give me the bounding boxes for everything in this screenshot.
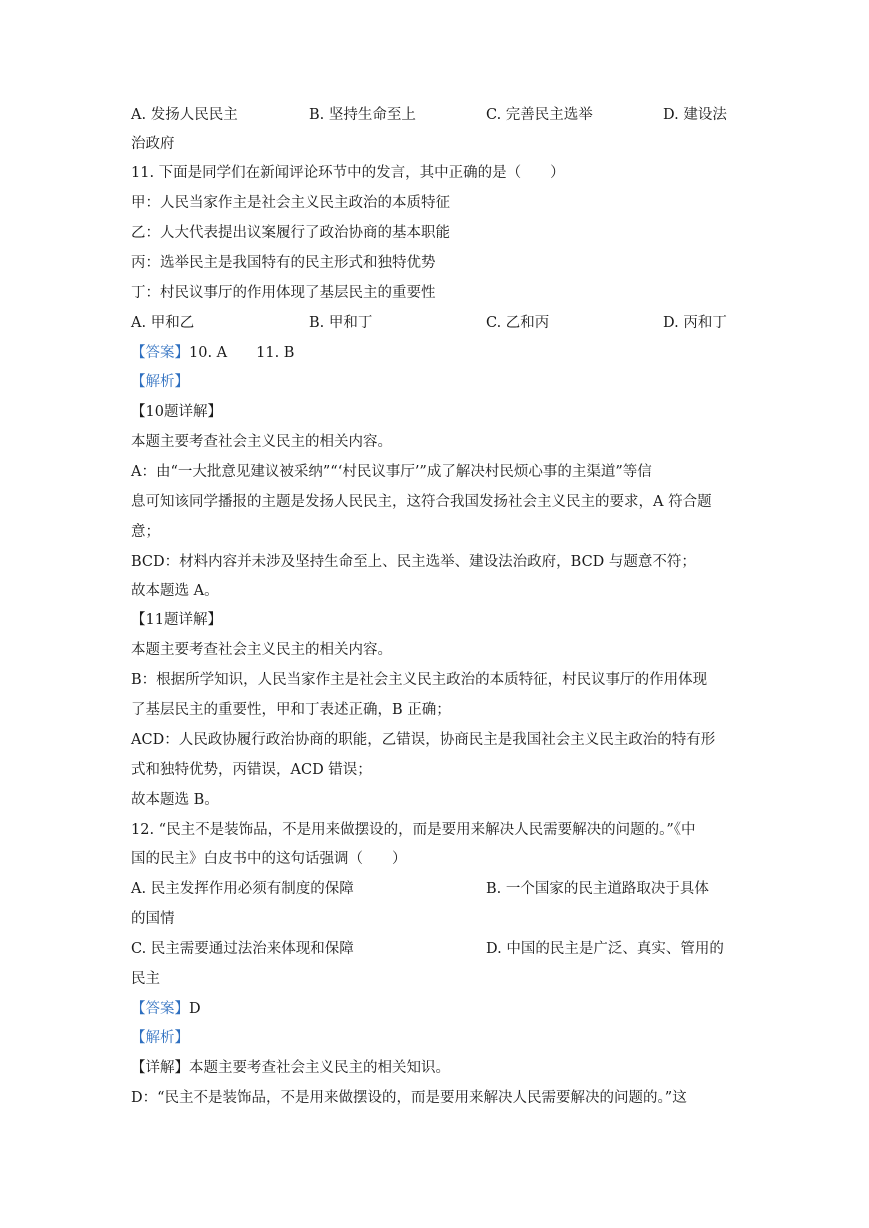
detail-11-heading: 【11题详解】 [131,612,222,628]
answer-line-2 [131,997,741,1021]
q11-statement-bing: 丙：选举民主是我国特有的民主形式和独特优势 [131,255,436,271]
analysis-tag: 【解析】 [131,1030,189,1046]
q12-options-row-2 [131,937,741,961]
q11-stem: 11. 下面是同学们在新闻评论环节中的发言，其中正确的是（ ） [131,165,565,181]
detail-10-line: 故本题选 A。 [131,583,219,599]
detail-11-line: 故本题选 B。 [131,792,219,808]
analysis-tag: 【解析】 [131,374,189,390]
detail-11-line: ACD：人民政协履行政治协商的职能，乙错误，协商民主是我国社会主义民主政治的特有形 [131,732,716,748]
q11-option-c: C. 乙和丙 [486,315,550,331]
detail-10-line: A：由“一大批意见建议被采纳”“‘村民议事厅’”成了解决村民烦心事的主渠道”等信 [131,464,652,480]
q12-options-row-1 [131,877,741,901]
q12-option-b-wrap: 的国情 [131,911,175,927]
answer-text: 10. A 11. B [189,345,295,361]
detail-11-line: 式和独特优势，丙错误，ACD 错误； [131,762,372,778]
detail-11-line: 本题主要考查社会主义民主的相关内容。 [131,642,392,658]
detail-10-line: 息可知该同学播报的主题是发扬人民民主，这符合我国发扬社会主义民主的要求，A 符合题 [131,494,712,510]
q11-statement-jia: 甲：人民当家作主是社会主义民主政治的本质特征 [131,195,450,211]
detail-tag: 【详解】 [131,1060,189,1076]
q12-option-a: A. 民主发挥作用必须有制度的保障 [131,881,354,897]
q11-option-d: D. 丙和丁 [663,315,727,331]
q10-option-a: A. 发扬人民民主 [131,107,238,123]
detail-10-line: BCD：材料内容并未涉及坚持生命至上、民主选举、建设法治政府，BCD 与题意不符； [131,554,696,570]
q11-option-b: B. 甲和丁 [309,315,373,331]
q12-stem: 12. “民主不是装饰品，不是用来做摆设的，而是要用来解决人民需要解决的问题的。”《中 [131,822,696,838]
q12-explanation-line: D：“民主不是装饰品，不是用来做摆设的，而是要用来解决人民需要解决的问题的。”这 [131,1090,687,1106]
detail-10-line: 意； [131,524,160,540]
q12-option-d-wrap: 民主 [131,971,160,987]
detail-text: 本题主要考查社会主义民主的相关知识。 [189,1060,450,1076]
answer-tag: 【答案】 [131,1001,189,1017]
q10-option-d: D. 建设法 [663,107,727,123]
q11-statement-yi: 乙：人大代表提出议案履行了政治协商的基本职能 [131,225,450,241]
q12-stem: 国的民主》白皮书中的这句话强调（ ） [131,851,407,867]
q10-option-d-wrap: 治政府 [131,136,175,152]
detail-10-heading: 【10题详解】 [131,404,222,420]
q11-option-a: A. 甲和乙 [131,315,195,331]
q12-option-b: B. 一个国家的民主道路取决于具体 [486,881,709,897]
answer-tag: 【答案】 [131,345,189,361]
q11-options-row [131,311,741,335]
detail-11-line: 了基层民主的重要性，甲和丁表述正确，B 正确； [131,702,451,718]
q10-option-c: C. 完善民主选举 [486,107,593,123]
q12-option-d: D. 中国的民主是广泛、真实、管用的 [486,941,724,957]
detail-10-line: 本题主要考查社会主义民主的相关内容。 [131,434,392,450]
answer-text: D [189,1001,201,1017]
q10-option-b: B. 坚持生命至上 [309,107,416,123]
q11-statement-ding: 丁：村民议事厅的作用体现了基层民主的重要性 [131,285,436,301]
detail-line [131,1056,741,1080]
answer-line-1 [131,341,741,365]
q10-options-row [131,103,741,127]
detail-11-line: B：根据所学知识，人民当家作主是社会主义民主政治的本质特征，村民议事厅的作用体现 [131,672,708,688]
q12-option-c: C. 民主需要通过法治来体现和保障 [131,941,354,957]
